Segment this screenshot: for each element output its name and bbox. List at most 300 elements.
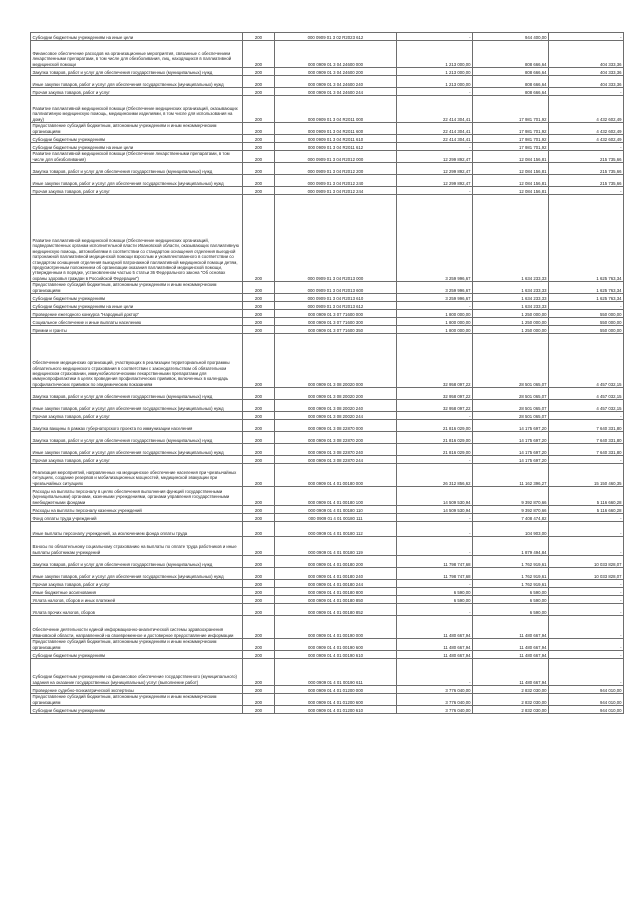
row-executed-amount-cell: 12 084 156,81 (473, 163, 549, 175)
row-name-cell: Обеспечение деятельности единой информационно-аналитической системы здравоохранения Ивановской области, направленной на своевременное и достоверное предоставление информации (31, 616, 243, 639)
row-line-code-cell: 200 (243, 706, 275, 714)
table-row (31, 588, 624, 596)
row-executed-amount-cell: 1 250 000,00 (473, 318, 549, 326)
row-remaining-amount-cell: - (549, 514, 624, 522)
row-approved-amount-cell: 12 299 892,47 (397, 163, 473, 175)
row-executed-amount-cell: 14 175 697,20 (473, 432, 549, 444)
row-executed-amount-cell: 17 981 701,92 (473, 96, 549, 123)
table-row (31, 514, 624, 522)
row-remaining-amount-cell: - (549, 651, 624, 659)
row-approved-amount-cell: 1 213 000,00 (397, 76, 473, 88)
row-line-code-cell: 200 (243, 310, 275, 318)
row-name-cell: Уплата налогов, сборов и иных платежей (31, 596, 243, 604)
row-budget-code-cell: 000 0909 01 4 01 00180 111 (275, 514, 397, 522)
row-budget-code-cell: 000 0909 01 4 01 01200 610 (275, 706, 397, 714)
row-approved-amount-cell: - (397, 302, 473, 310)
row-approved-amount-cell: 1 800 000,00 (397, 310, 473, 318)
table-row (31, 604, 624, 616)
row-approved-amount-cell: 32 958 097,22 (397, 334, 473, 388)
table-row (31, 76, 624, 88)
row-line-code-cell: 200 (243, 639, 275, 651)
row-budget-code-cell: 000 0909 01 4 01 00180 240 (275, 568, 397, 580)
row-executed-amount-cell: 1 879 494,84 (473, 537, 549, 556)
row-executed-amount-cell: 17 981 701,92 (473, 123, 549, 135)
row-executed-amount-cell: 28 501 065,07 (473, 388, 549, 400)
row-budget-code-cell: 000 0909 01 3 08 22870 244 (275, 456, 397, 464)
row-remaining-amount-cell: 944 010,00 (549, 706, 624, 714)
row-executed-amount-cell: 1 762 919,61 (473, 568, 549, 580)
table-row (31, 388, 624, 400)
row-line-code-cell: 200 (243, 123, 275, 135)
table-row (31, 556, 624, 568)
row-remaining-amount-cell: 550 000,00 (549, 310, 624, 318)
row-executed-amount-cell: 1 634 233,33 (473, 195, 549, 282)
row-name-cell: Предоставление субсидий бюджетным, автономным учреждениям и иным некоммерческим организациям (31, 282, 243, 294)
table-row (31, 686, 624, 694)
table-row (31, 68, 624, 76)
row-name-cell: Субсидии бюджетным учреждениям (31, 135, 243, 143)
row-name-cell: Прочая закупка товаров, работ и услуг (31, 88, 243, 96)
table-row (31, 694, 624, 706)
table-row (31, 334, 624, 388)
row-budget-code-cell: 000 0909 01 3 04 R2012 000 (275, 151, 397, 163)
row-line-code-cell: 200 (243, 506, 275, 514)
row-budget-code-cell: 000 0909 01 3 08 20020 244 (275, 412, 397, 420)
row-approved-amount-cell: 1 800 000,00 (397, 326, 473, 334)
row-executed-amount-cell: 6 590,00 (473, 604, 549, 616)
row-line-code-cell: 200 (243, 651, 275, 659)
row-budget-code-cell: 000 0909 01 4 01 01200 000 (275, 686, 397, 694)
table-row (31, 318, 624, 326)
table-row (31, 639, 624, 651)
row-name-cell: Иные закупки товаров, работ и услуг для обеспечения государственных (муниципальных) нужд (31, 400, 243, 412)
row-executed-amount-cell: 6 590,00 (473, 596, 549, 604)
row-name-cell: Развитие паллиативной медицинской помощи (Обеспечение лекарственными препаратами, в том числе для обезболивания) (31, 151, 243, 163)
row-executed-amount-cell: 12 084 156,81 (473, 175, 549, 187)
row-remaining-amount-cell: 4 432 602,49 (549, 135, 624, 143)
row-executed-amount-cell: 28 501 065,07 (473, 412, 549, 420)
row-name-cell: Субсидии бюджетным учреждениям (31, 294, 243, 302)
row-remaining-amount-cell: 404 333,36 (549, 68, 624, 76)
row-line-code-cell: 200 (243, 326, 275, 334)
row-line-code-cell: 200 (243, 444, 275, 456)
row-executed-amount-cell: 14 175 697,20 (473, 444, 549, 456)
row-name-cell: Субсидии бюджетным учреждениям (31, 651, 243, 659)
row-approved-amount-cell: 11 480 667,94 (397, 639, 473, 651)
table-row (31, 143, 624, 151)
table-row (31, 282, 624, 294)
row-remaining-amount-cell: 1 625 763,34 (549, 294, 624, 302)
row-approved-amount-cell: 22 414 304,41 (397, 135, 473, 143)
row-remaining-amount-cell: 944 010,00 (549, 694, 624, 706)
row-remaining-amount-cell: 404 333,36 (549, 76, 624, 88)
row-executed-amount-cell: 12 084 156,81 (473, 151, 549, 163)
row-remaining-amount-cell: - (549, 537, 624, 556)
row-line-code-cell: 200 (243, 514, 275, 522)
table-row (31, 456, 624, 464)
row-name-cell: Проведение судебно-психиатрической экспертизы (31, 686, 243, 694)
row-budget-code-cell: 000 0909 01 4 01 00180 112 (275, 522, 397, 537)
row-name-cell: Премии и гранты (31, 326, 243, 334)
row-approved-amount-cell: 22 414 304,41 (397, 123, 473, 135)
row-line-code-cell: 200 (243, 318, 275, 326)
row-approved-amount-cell: - (397, 537, 473, 556)
row-executed-amount-cell: 1 250 000,00 (473, 310, 549, 318)
row-approved-amount-cell: 21 816 029,00 (397, 432, 473, 444)
row-remaining-amount-cell: 10 033 828,07 (549, 556, 624, 568)
row-remaining-amount-cell: - (549, 33, 624, 41)
row-name-cell: Закупка товаров, работ и услуг для обеспечения государственных (муниципальных) нужд (31, 388, 243, 400)
row-budget-code-cell: 000 0909 01 3 08 22870 000 (275, 420, 397, 432)
row-remaining-amount-cell: 7 640 331,80 (549, 420, 624, 432)
row-name-cell: Закупка товаров, работ и услуг для обеспечения государственных (муниципальных) нужд (31, 68, 243, 76)
row-name-cell: Предоставление субсидий бюджетным, автономным учреждениям и иным некоммерческим организациям (31, 639, 243, 651)
row-line-code-cell: 200 (243, 151, 275, 163)
row-line-code-cell: 200 (243, 68, 275, 76)
table-row (31, 568, 624, 580)
row-name-cell: Развитие паллиативной медицинской помощи (Обеспечение медицинских организаций, подведомственных органам исполнительной власти Ивановской области, оказывающих паллиативную медицинскую помощь, автомобилями в соответствии со стандартом оснащения отделения выездной патронажной паллиативной медицинской помощи взрослым и укомплектованного в соответствии со стандартом оснащения отделения выездной патронажной паллиативной медицинской помощи детям, предусмотренным положением об организации оказания паллиативной медицинской помощи, утвержденным в порядке, установленном частью 5 статьи 36 Федерального закона "Об основах охраны здоровья граждан в Российской Федерации") (31, 195, 243, 282)
row-name-cell: Взносы по обязательному социальному страхованию на выплаты по оплате труда работников и иные выплаты работникам учреждений (31, 537, 243, 556)
row-executed-amount-cell: 14 175 697,20 (473, 420, 549, 432)
row-name-cell: Иные закупки товаров, работ и услуг для обеспечения государственных (муниципальных) нужд (31, 76, 243, 88)
row-executed-amount-cell: 11 480 667,94 (473, 639, 549, 651)
row-executed-amount-cell: 2 832 030,00 (473, 706, 549, 714)
row-approved-amount-cell: 12 299 892,47 (397, 175, 473, 187)
row-approved-amount-cell: 6 590,00 (397, 596, 473, 604)
row-approved-amount-cell: 26 312 856,62 (397, 464, 473, 487)
row-line-code-cell: 200 (243, 686, 275, 694)
row-budget-code-cell: 000 0909 01 3 04 R2013 600 (275, 282, 397, 294)
table-row (31, 302, 624, 310)
row-executed-amount-cell: 104 903,00 (473, 522, 549, 537)
row-line-code-cell: 200 (243, 659, 275, 686)
row-name-cell: Субсидии бюджетным учреждениям на иные цели (31, 143, 243, 151)
row-remaining-amount-cell: - (549, 596, 624, 604)
row-remaining-amount-cell: 215 735,66 (549, 151, 624, 163)
row-executed-amount-cell: 17 981 701,92 (473, 135, 549, 143)
table-body (31, 33, 624, 714)
row-budget-code-cell: 000 0909 01 3 07 71600 350 (275, 326, 397, 334)
table-row (31, 580, 624, 588)
row-line-code-cell: 200 (243, 96, 275, 123)
table-row (31, 151, 624, 163)
row-name-cell: Закупка товаров, работ и услуг для обеспечения государственных (муниципальных) нужд (31, 163, 243, 175)
row-approved-amount-cell: - (397, 580, 473, 588)
table-row (31, 96, 624, 123)
table-row (31, 464, 624, 487)
row-remaining-amount-cell: 15 150 460,35 (549, 464, 624, 487)
row-approved-amount-cell: - (397, 522, 473, 537)
row-executed-amount-cell: 1 634 233,33 (473, 294, 549, 302)
row-budget-code-cell: 000 0909 01 4 01 00180 852 (275, 604, 397, 616)
row-budget-code-cell: 000 0909 01 3 08 22870 200 (275, 432, 397, 444)
row-line-code-cell: 200 (243, 537, 275, 556)
row-remaining-amount-cell: 4 457 032,15 (549, 388, 624, 400)
table-row (31, 596, 624, 604)
row-remaining-amount-cell: - (549, 302, 624, 310)
row-name-cell: Иные бюджетные ассигнования (31, 588, 243, 596)
row-approved-amount-cell: 11 480 667,94 (397, 616, 473, 639)
row-line-code-cell: 200 (243, 163, 275, 175)
row-line-code-cell: 200 (243, 487, 275, 506)
row-approved-amount-cell: - (397, 33, 473, 41)
row-executed-amount-cell: 17 981 701,92 (473, 143, 549, 151)
row-remaining-amount-cell: 4 457 032,15 (549, 400, 624, 412)
row-budget-code-cell: 000 0909 01 3 08 22870 240 (275, 444, 397, 456)
row-name-cell: Закупка вакцины в рамках губернаторского проекта по иммунизации населения (31, 420, 243, 432)
row-approved-amount-cell: 32 958 097,22 (397, 388, 473, 400)
row-approved-amount-cell: 3 259 996,67 (397, 294, 473, 302)
row-line-code-cell: 200 (243, 588, 275, 596)
row-line-code-cell: 200 (243, 412, 275, 420)
table-row (31, 88, 624, 96)
row-approved-amount-cell: 11 480 667,94 (397, 651, 473, 659)
row-line-code-cell: 200 (243, 282, 275, 294)
row-line-code-cell: 200 (243, 334, 275, 388)
row-name-cell: Уплата прочих налогов, сборов (31, 604, 243, 616)
table-row (31, 444, 624, 456)
table-row (31, 310, 624, 318)
row-executed-amount-cell: 808 666,64 (473, 76, 549, 88)
row-budget-code-cell: 000 0909 01 4 01 00190 611 (275, 659, 397, 686)
table-row (31, 326, 624, 334)
row-approved-amount-cell: - (397, 659, 473, 686)
row-line-code-cell: 200 (243, 616, 275, 639)
row-line-code-cell: 200 (243, 175, 275, 187)
row-name-cell: Предоставление субсидий бюджетным, автономным учреждениям и иным некоммерческим организациям (31, 694, 243, 706)
row-name-cell: Прочая закупка товаров, работ и услуг (31, 187, 243, 195)
row-remaining-amount-cell: 4 432 602,49 (549, 96, 624, 123)
row-line-code-cell: 200 (243, 33, 275, 41)
row-executed-amount-cell: 11 480 667,94 (473, 651, 549, 659)
table-row (31, 659, 624, 686)
row-budget-code-cell: 000 0909 01 4 01 00180 850 (275, 596, 397, 604)
row-budget-code-cell: 000 0909 01 3 04 R2011 612 (275, 143, 397, 151)
row-approved-amount-cell: - (397, 88, 473, 96)
row-budget-code-cell: 000 0909 01 4 01 00180 244 (275, 580, 397, 588)
table-row (31, 41, 624, 68)
row-remaining-amount-cell: 404 333,36 (549, 41, 624, 68)
row-line-code-cell: 200 (243, 432, 275, 444)
row-executed-amount-cell: 28 501 065,07 (473, 334, 549, 388)
row-name-cell: Прочая закупка товаров, работ и услуг (31, 580, 243, 588)
row-line-code-cell: 200 (243, 135, 275, 143)
row-name-cell: Субсидии бюджетным учреждениям на финансовое обеспечение государственного (муниципального) задания на оказание государственных (муниципальных) услуг (выполнение работ) (31, 659, 243, 686)
row-remaining-amount-cell: 4 457 032,15 (549, 334, 624, 388)
row-name-cell: Расходы на выплаты персоналу в целях обеспечения выполнения функций государственными (муниципальными) органами, казенными учреждениями, органами управления государственными внебюджетными фондами (31, 487, 243, 506)
row-remaining-amount-cell: - (549, 522, 624, 537)
row-remaining-amount-cell: 5 116 660,28 (549, 487, 624, 506)
row-budget-code-cell: 000 0909 01 3 08 20020 200 (275, 388, 397, 400)
row-name-cell: Иные выплаты персоналу учреждений, за исключением фонда оплаты труда (31, 522, 243, 537)
row-remaining-amount-cell: 10 033 828,07 (549, 568, 624, 580)
row-approved-amount-cell: - (397, 604, 473, 616)
row-executed-amount-cell: 1 250 000,00 (473, 326, 549, 334)
row-approved-amount-cell: 1 800 000,00 (397, 318, 473, 326)
table-row (31, 163, 624, 175)
row-line-code-cell: 200 (243, 522, 275, 537)
row-name-cell: Обеспечение медицинских организаций, участвующих в реализации территориальной программы обязательного медицинского страхования в соответствии с законодательством об обязательном медицинском страховании, иммунобиологическими лекарственными препаратами для иммунопрофилактики в целях проведения профилактических прививок, включенных в календарь профилактических прививок по эпидемическим показаниям (31, 334, 243, 388)
row-remaining-amount-cell: 550 000,00 (549, 318, 624, 326)
row-approved-amount-cell: 1 213 000,00 (397, 41, 473, 68)
row-executed-amount-cell: 12 084 156,81 (473, 187, 549, 195)
row-approved-amount-cell: 3 776 040,00 (397, 694, 473, 706)
row-remaining-amount-cell: 215 735,66 (549, 163, 624, 175)
row-budget-code-cell: 000 0909 01 3 04 24600 240 (275, 76, 397, 88)
row-name-cell: Развитие паллиативной медицинской помощи (Обеспечение медицинских организаций, оказывающих паллиативную медицинскую помощь, медицинскими изделиями, в том числе для использования на дому) (31, 96, 243, 123)
row-approved-amount-cell: 21 816 029,00 (397, 444, 473, 456)
row-budget-code-cell: 000 0909 01 3 08 20020 000 (275, 334, 397, 388)
row-line-code-cell: 200 (243, 420, 275, 432)
row-budget-code-cell: 000 0909 01 4 01 01200 600 (275, 694, 397, 706)
table-row (31, 400, 624, 412)
row-executed-amount-cell: 9 392 870,66 (473, 506, 549, 514)
row-approved-amount-cell: 21 816 029,00 (397, 420, 473, 432)
row-remaining-amount-cell: 4 432 602,49 (549, 123, 624, 135)
table-row (31, 522, 624, 537)
row-executed-amount-cell: 6 590,00 (473, 588, 549, 596)
row-remaining-amount-cell: 550 000,00 (549, 326, 624, 334)
row-line-code-cell: 200 (243, 143, 275, 151)
row-line-code-cell: 200 (243, 456, 275, 464)
row-budget-code-cell: 000 0909 01 3 04 R2013 000 (275, 195, 397, 282)
budget-execution-table (30, 32, 624, 714)
row-executed-amount-cell: 7 408 474,82 (473, 514, 549, 522)
row-name-cell: Финансовое обеспечение расходов на организационные мероприятия, связанные с обеспечением лекарственными препаратами, в том числе для обезболивания, лиц, находящихся в паллиативной медицинской помощи (31, 41, 243, 68)
row-budget-code-cell: 000 0909 01 3 04 24600 200 (275, 68, 397, 76)
table-row (31, 506, 624, 514)
row-name-cell: Иные закупки товаров, работ и услуг для обеспечения государственных (муниципальных) нужд (31, 568, 243, 580)
row-remaining-amount-cell: 1 625 763,34 (549, 282, 624, 294)
row-budget-code-cell: 000 0909 01 3 04 R2012 240 (275, 175, 397, 187)
row-name-cell: Реализация мероприятий, направленных на медицинское обеспечение населения при чрезвычайных ситуациях, создание резервов и мобилизационных мощностей, медицинской эвакуации при чрезвычайных ситуациях (31, 464, 243, 487)
table-row (31, 537, 624, 556)
row-name-cell: Прочая закупка товаров, работ и услуг (31, 456, 243, 464)
row-name-cell: Иные закупки товаров, работ и услуг для обеспечения государственных (муниципальных) нужд (31, 175, 243, 187)
row-remaining-amount-cell: 7 640 331,80 (549, 444, 624, 456)
row-line-code-cell: 200 (243, 294, 275, 302)
row-line-code-cell: 200 (243, 556, 275, 568)
row-line-code-cell: 200 (243, 195, 275, 282)
row-line-code-cell: 200 (243, 302, 275, 310)
table-row (31, 487, 624, 506)
table-row (31, 432, 624, 444)
row-name-cell: Расходы на выплаты персоналу казенных учреждений (31, 506, 243, 514)
row-line-code-cell: 200 (243, 88, 275, 96)
table-row (31, 420, 624, 432)
table-row (31, 123, 624, 135)
row-budget-code-cell: 000 0909 01 4 01 00190 000 (275, 616, 397, 639)
row-executed-amount-cell: 11 480 667,94 (473, 659, 549, 686)
row-budget-code-cell: 000 0909 01 3 07 71600 000 (275, 310, 397, 318)
row-remaining-amount-cell: - (549, 659, 624, 686)
row-name-cell: Закупка товаров, работ и услуг для обеспечения государственных (муниципальных) нужд (31, 556, 243, 568)
row-approved-amount-cell: 22 414 304,41 (397, 96, 473, 123)
row-approved-amount-cell: 3 259 996,67 (397, 195, 473, 282)
row-remaining-amount-cell: - (549, 187, 624, 195)
row-approved-amount-cell: 32 958 097,22 (397, 400, 473, 412)
row-executed-amount-cell: 1 762 919,61 (473, 556, 549, 568)
table-row (31, 33, 624, 41)
row-executed-amount-cell: 808 666,64 (473, 41, 549, 68)
table-row (31, 651, 624, 659)
row-line-code-cell: 200 (243, 464, 275, 487)
row-remaining-amount-cell: 944 010,00 (549, 686, 624, 694)
row-executed-amount-cell: 28 501 065,07 (473, 400, 549, 412)
row-budget-code-cell: 000 0909 01 4 01 00190 600 (275, 639, 397, 651)
row-remaining-amount-cell: 5 116 660,28 (549, 506, 624, 514)
row-executed-amount-cell: 11 162 396,27 (473, 464, 549, 487)
row-budget-code-cell: 000 0909 01 3 04 R2012 200 (275, 163, 397, 175)
row-approved-amount-cell: 3 259 996,67 (397, 282, 473, 294)
row-approved-amount-cell: 12 299 892,47 (397, 151, 473, 163)
row-line-code-cell: 200 (243, 41, 275, 68)
row-line-code-cell: 200 (243, 604, 275, 616)
table-row (31, 616, 624, 639)
row-executed-amount-cell: 1 634 233,33 (473, 282, 549, 294)
row-budget-code-cell: 000 0909 01 3 04 R2013 610 (275, 294, 397, 302)
row-remaining-amount-cell: - (549, 616, 624, 639)
row-line-code-cell: 200 (243, 596, 275, 604)
row-remaining-amount-cell: - (549, 588, 624, 596)
row-budget-code-cell: 000 0909 01 4 01 00180 110 (275, 506, 397, 514)
row-executed-amount-cell: 808 666,64 (473, 88, 549, 96)
row-line-code-cell: 200 (243, 76, 275, 88)
row-budget-code-cell: 000 0909 01 4 01 00190 610 (275, 651, 397, 659)
row-budget-code-cell: 000 0909 01 3 04 R2013 612 (275, 302, 397, 310)
row-name-cell: Субсидии бюджетным учреждениям на иные цели (31, 302, 243, 310)
row-name-cell: Иные закупки товаров, работ и услуг для обеспечения государственных (муниципальных) нужд (31, 444, 243, 456)
row-name-cell: Субсидии бюджетным учреждениям на иные цели (31, 33, 243, 41)
row-approved-amount-cell: 11 798 747,68 (397, 556, 473, 568)
table-row (31, 187, 624, 195)
row-name-cell: Закупка товаров, работ и услуг для обеспечения государственных (муниципальных) нужд (31, 432, 243, 444)
row-executed-amount-cell: 808 666,64 (473, 68, 549, 76)
row-approved-amount-cell: - (397, 514, 473, 522)
row-budget-code-cell: 000 0909 01 3 04 R2011 600 (275, 123, 397, 135)
table-row (31, 294, 624, 302)
row-executed-amount-cell: 2 832 030,00 (473, 694, 549, 706)
row-approved-amount-cell: - (397, 187, 473, 195)
row-budget-code-cell: 000 0909 01 4 01 00180 800 (275, 588, 397, 596)
row-executed-amount-cell: 11 480 667,94 (473, 616, 549, 639)
row-approved-amount-cell: - (397, 143, 473, 151)
row-remaining-amount-cell: - (549, 143, 624, 151)
row-name-cell: Предоставление субсидий бюджетным, автономным учреждениям и иным некоммерческим организациям (31, 123, 243, 135)
row-line-code-cell: 200 (243, 580, 275, 588)
row-budget-code-cell: 000 0909 01 4 01 00180 100 (275, 487, 397, 506)
row-budget-code-cell: 000 0909 01 3 04 R2011 610 (275, 135, 397, 143)
row-remaining-amount-cell: - (549, 456, 624, 464)
row-remaining-amount-cell: 7 640 331,80 (549, 432, 624, 444)
row-name-cell: Проведение ежегодного конкурса "Народный доктор" (31, 310, 243, 318)
row-executed-amount-cell: 14 175 697,20 (473, 456, 549, 464)
row-budget-code-cell: 000 0909 01 3 04 24600 000 (275, 41, 397, 68)
row-line-code-cell: 200 (243, 568, 275, 580)
row-approved-amount-cell: 14 509 530,94 (397, 506, 473, 514)
row-budget-code-cell: 000 0909 01 3 08 20020 240 (275, 400, 397, 412)
row-line-code-cell: 200 (243, 388, 275, 400)
row-approved-amount-cell: 3 776 040,00 (397, 706, 473, 714)
row-budget-code-cell: 000 0909 01 3 02 R2023 612 (275, 33, 397, 41)
row-executed-amount-cell: 1 634 233,33 (473, 302, 549, 310)
row-budget-code-cell: 000 0909 01 3 04 24600 244 (275, 88, 397, 96)
row-executed-amount-cell: 2 832 030,00 (473, 686, 549, 694)
row-approved-amount-cell: - (397, 412, 473, 420)
row-line-code-cell: 200 (243, 400, 275, 412)
row-remaining-amount-cell: 1 625 763,34 (549, 195, 624, 282)
row-remaining-amount-cell: - (549, 604, 624, 616)
